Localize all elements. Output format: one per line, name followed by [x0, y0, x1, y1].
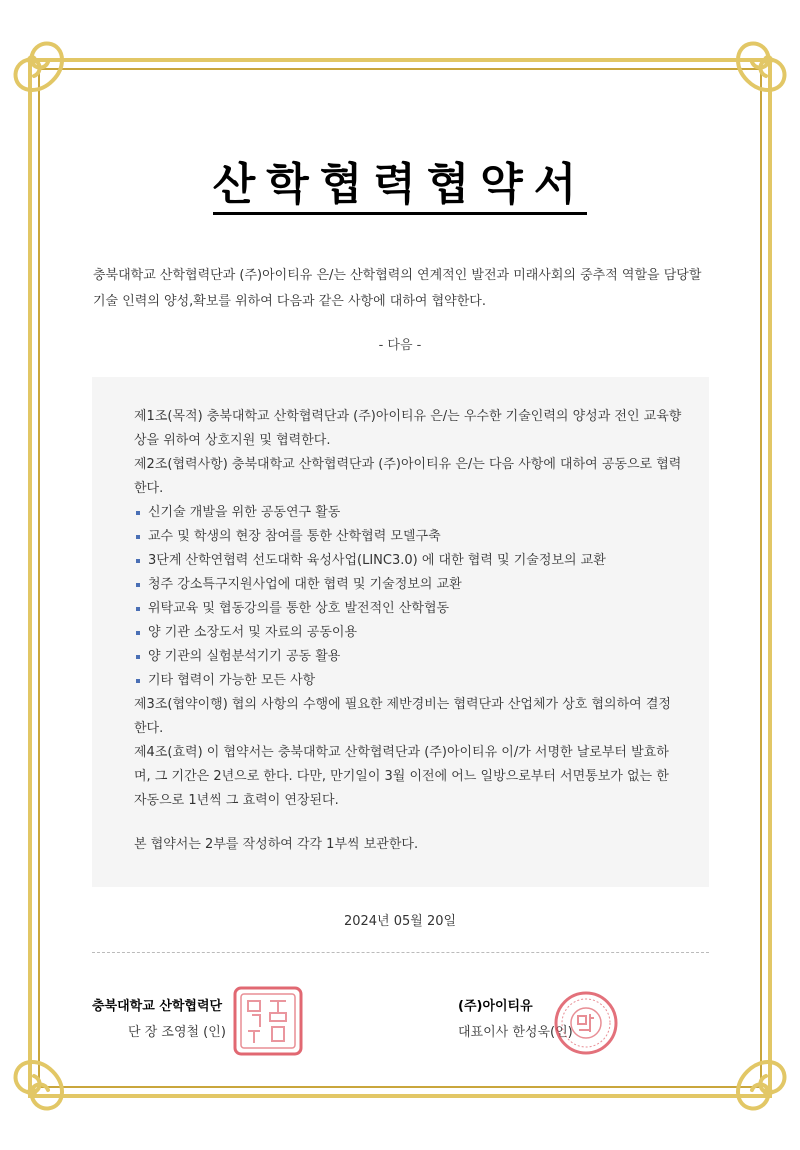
closing-statement: 본 협약서는 2부를 작성하여 각각 1부씩 보관한다. — [134, 837, 419, 852]
article-3: 제3조(협약이행) 협의 사항의 수행에 필요한 제반경비는 협력단과 산업체가 상호 협의하여 결정한다. — [134, 697, 671, 736]
articles-content — [134, 405, 682, 857]
articles-box — [92, 377, 709, 887]
list-item: 신기술 개발을 위한 공동연구 활동 — [134, 501, 682, 525]
party2-organization: (주)아이티유 — [458, 999, 533, 1014]
party1-organization: 충북대학교 산학협력단 — [92, 999, 223, 1014]
list-item: 청주 강소특구지원사업에 대한 협력 및 기술정보의 교환 — [134, 573, 682, 597]
ornament-corner-icon — [2, 1032, 92, 1122]
cooperation-list — [134, 501, 682, 693]
list-item: 교수 및 학생의 현장 참여를 통한 산학협력 모델구축 — [134, 525, 682, 549]
intro-paragraph: 충북대학교 산학협력단과 (주)아이티유 은/는 산학협력의 연계적인 발전과 미래사회의 중추적 역할을 담당할 기술 인력의 양성,확보를 위하여 다음과 같은 사항에 대하여 협약한다. — [93, 268, 702, 309]
party1-representative: 단 장 조영철 (인) — [128, 1025, 226, 1040]
document-title: 산학협력협약서 — [0, 148, 800, 212]
section-divider-label: - 다음 - — [378, 338, 422, 353]
list-item: 3단계 산학연협력 선도대학 육성사업(LINC3.0) 에 대한 협력 및 기술정보의 교환 — [134, 549, 682, 573]
signature-divider — [92, 952, 709, 953]
ornament-corner-icon — [708, 1032, 798, 1122]
ornament-corner-icon — [2, 30, 92, 120]
list-item: 양 기관 소장도서 및 자료의 공동이용 — [134, 621, 682, 645]
party2-representative: 대표이사 한성욱(인) — [458, 1025, 573, 1040]
agreement-date: 2024년 05월 20일 — [343, 914, 457, 929]
article-1: 제1조(목적) 충북대학교 산학협력단과 (주)아이티유 은/는 우수한 기술인력의 양성과 전인 교육향상을 위하여 상호지원 및 협력한다. — [134, 409, 682, 448]
ornament-corner-icon — [708, 30, 798, 120]
university-seal-stamp — [232, 985, 304, 1057]
list-item: 양 기관의 실험분석기기 공동 활용 — [134, 645, 682, 669]
list-item: 기타 협력이 가능한 모든 사항 — [134, 669, 682, 693]
company-seal-stamp — [553, 990, 619, 1056]
list-item: 위탁교육 및 협동강의를 통한 상호 발전적인 산학협동 — [134, 597, 682, 621]
article-4: 제4조(효력) 이 협약서는 충북대학교 산학협력단과 (주)아이티유 이/가 서명한 날로부터 발효하며, 그 기간은 2년으로 한다. 다만, 만기일이 3월 이전에 어느 일방으로부터 서면통보가 없는 한 자동으로 1년씩 그 효력이 연장된다. — [134, 745, 669, 808]
article-2: 제2조(협력사항) 충북대학교 산학협력단과 (주)아이티유 은/는 다음 사항에 대하여 공동으로 협력한다. — [134, 457, 682, 496]
